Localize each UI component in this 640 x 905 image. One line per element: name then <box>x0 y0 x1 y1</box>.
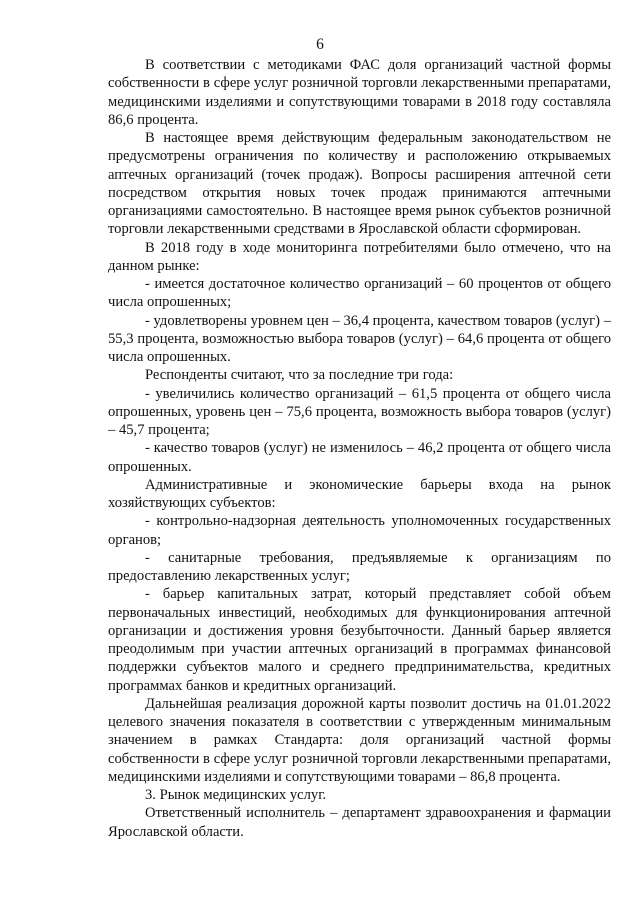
paragraph-barriers-intro: Административные и экономические барьеры входа на рынок хозяйствующих субъектов: <box>108 476 611 511</box>
paragraph-legislation: В настоящее время действующим федеральным законодательством не предусмотрены ограничения по количеству и расположению открываемых аптечных организаций (точек продаж). Вопросы расширения аптечной сети посредством открытия новых точек продаж принимаются аптечными организациями самостоятельно. В настоящее время рынок субъектов розничной торговли лекарственными средствами в Ярославской области сформирован. <box>108 130 611 238</box>
list-item-sufficient-organizations: - имеется достаточное количество организаций – 60 процентов от общего числа опрошенных; <box>108 276 611 311</box>
list-item-capital-barrier: - барьер капитальных затрат, который представляет собой объем первоначальных инвестиций, необходимых для функционирования аптечной организации и достижения уровня безубыточности. Данный барьер является преодолимым при участии аптечных организаций в программах финансовой поддержки субъектов малого и среднего предпринимательства, кредитных программах банков и кредитных организаций. <box>108 586 611 694</box>
document-body <box>108 56 611 841</box>
list-item-satisfaction: - удовлетворены уровнем цен – 36,4 процента, качеством товаров (услуг) – 55,3 процента, возможностью выбора товаров (услуг) – 64,6 процента от общего числа опрошенных. <box>108 312 611 365</box>
section-heading-medical-services: 3. Рынок медицинских услуг. <box>145 787 327 803</box>
list-item-control-activity: - контрольно-надзорная деятельность уполномоченных государственных органов; <box>108 513 611 548</box>
paragraph-respondents: Респонденты считают, что за последние три года: <box>145 367 454 384</box>
list-item-sanitary-requirements: - санитарные требования, предъявляемые к организациям по предоставлению лекарственных услуг; <box>108 549 611 584</box>
paragraph-fas-share: В соответствии с методиками ФАС доля организаций частной формы собственности в сфере услуг розничной торговли лекарственными препаратами, медицинскими изделиями и сопутствующими товарами в 2018 году составляла 86,6 процента. <box>108 57 611 128</box>
list-item-quality-unchanged: - качество товаров (услуг) не изменилось – 46,2 процента от общего числа опрошенных. <box>108 440 611 475</box>
page-number: 6 <box>316 36 324 53</box>
list-item-increased: - увеличились количество организаций – 61,5 процента от общего числа опрошенных, уровень цен – 75,6 процента, возможность выбора товаров (услуг) – 45,7 процента; <box>108 385 611 438</box>
paragraph-monitoring-intro: В 2018 году в ходе мониторинга потребителями было отмечено, что на данном рынке: <box>108 239 611 274</box>
paragraph-responsible-executor: Ответственный исполнитель – департамент здравоохранения и фармации Ярославской области. <box>108 805 611 840</box>
paragraph-roadmap: Дальнейшая реализация дорожной карты позволит достичь на 01.01.2022 целевого значения показателя в соответствии с утвержденным минимальным значением в рамках Стандарта: доля организаций частной формы собственности в сфере услуг розничной торговли лекарственными препаратами, медицинскими изделиями и сопутствующими товарами – 86,8 процента. <box>108 695 611 785</box>
